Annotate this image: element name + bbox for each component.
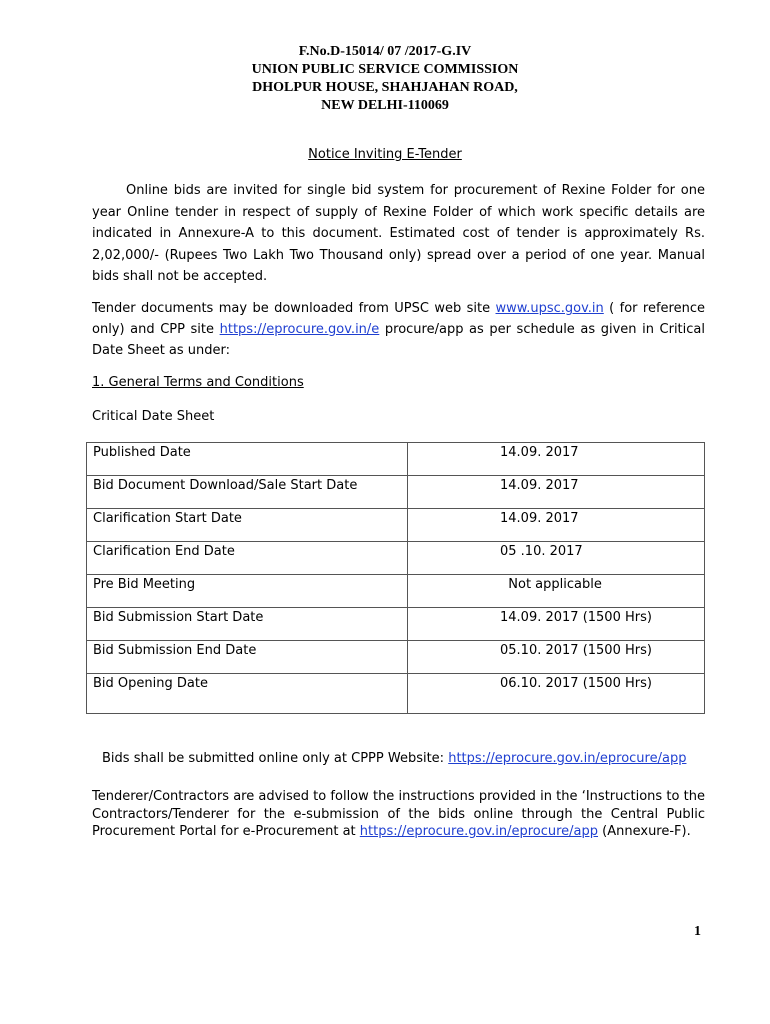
table-row [87,542,705,575]
instructions-text: Tenderer/Contractors are advised to follow the instructions provided in the ‘Instructions to the Contractors/Tenderer for the e-submission of the bids online through the Central Public Procurement Portal for e-Procurement at [92,789,705,839]
download-paragraph [92,298,705,361]
date-label: Bid Document Download/Sale Start Date [87,476,408,509]
table-row [87,575,705,608]
intro-paragraph: Online bids are invited for single bid system for procurement of Rexine Folder for one year Online tender in respect of supply of Rexine Folder of which work specific details are indicated in Annexure-A to this document. Estimated cost of tender is approximately Rs. 2,02,000/- (Rupees Two Lakh Two Thousand only) spread over a period of one year. Manual bids shall not be accepted. [92,183,705,284]
date-value: 05.10. 2017 (1500 Hrs) [408,641,705,674]
table-row [87,641,705,674]
date-value: 14.09. 2017 [408,509,705,542]
bids-submission-line [102,751,686,766]
section-heading: 1. General Terms and Conditions [92,375,304,390]
organization-name: UNION PUBLIC SERVICE COMMISSION [251,62,519,77]
date-value: 14.09. 2017 [408,476,705,509]
bids-submission-text: Bids shall be submitted online only at CPPP Website: [102,751,449,766]
date-value: 14.09. 2017 [408,443,705,476]
download-text-3: procure/app as per schedule as given in Critical Date Sheet as under: [92,322,705,358]
annexure-reference: (Annexure-F). [598,824,691,839]
upsc-website-link[interactable]: www.upsc.gov.in [495,301,604,316]
date-value: 05 .10. 2017 [408,542,705,575]
notice-title: Notice Inviting E-Tender [308,147,462,162]
date-value: 06.10. 2017 (1500 Hrs) [408,674,705,714]
critical-date-table [86,442,705,714]
file-number: F.No.D-15014/ 07 /2017-G.IV [298,44,472,59]
table-row [87,608,705,641]
table-row [87,476,705,509]
date-value: Not applicable [408,575,705,608]
date-value: 14.09. 2017 (1500 Hrs) [408,608,705,641]
date-label: Pre Bid Meeting [87,575,408,608]
download-text-2: ( for reference only) and CPP site [92,301,705,337]
date-label: Clarification Start Date [87,509,408,542]
address-line-1: DHOLPUR HOUSE, SHAHJAHAN ROAD, [252,80,518,95]
date-label: Clarification End Date [87,542,408,575]
download-text-1: Tender documents may be downloaded from UPSC web site [92,301,496,316]
eprocure-portal-link[interactable]: https://eprocure.gov.in/eprocure/app [359,824,599,839]
date-label: Bid Submission Start Date [87,608,408,641]
table-row [87,443,705,476]
page-number: 1 [694,924,701,939]
date-label: Bid Submission End Date [87,641,408,674]
date-label: Bid Opening Date [87,674,408,714]
cppp-website-link[interactable]: https://eprocure.gov.in/eprocure/app [448,751,687,766]
instructions-paragraph [92,788,705,841]
table-row [87,674,705,714]
date-label: Published Date [87,443,408,476]
cpp-site-link[interactable]: https://eprocure.gov.in/e [219,322,380,337]
critical-date-sheet-heading: Critical Date Sheet [92,409,215,424]
document-header [0,43,770,115]
address-line-2: NEW DELHI-110069 [321,98,449,113]
table-row [87,509,705,542]
